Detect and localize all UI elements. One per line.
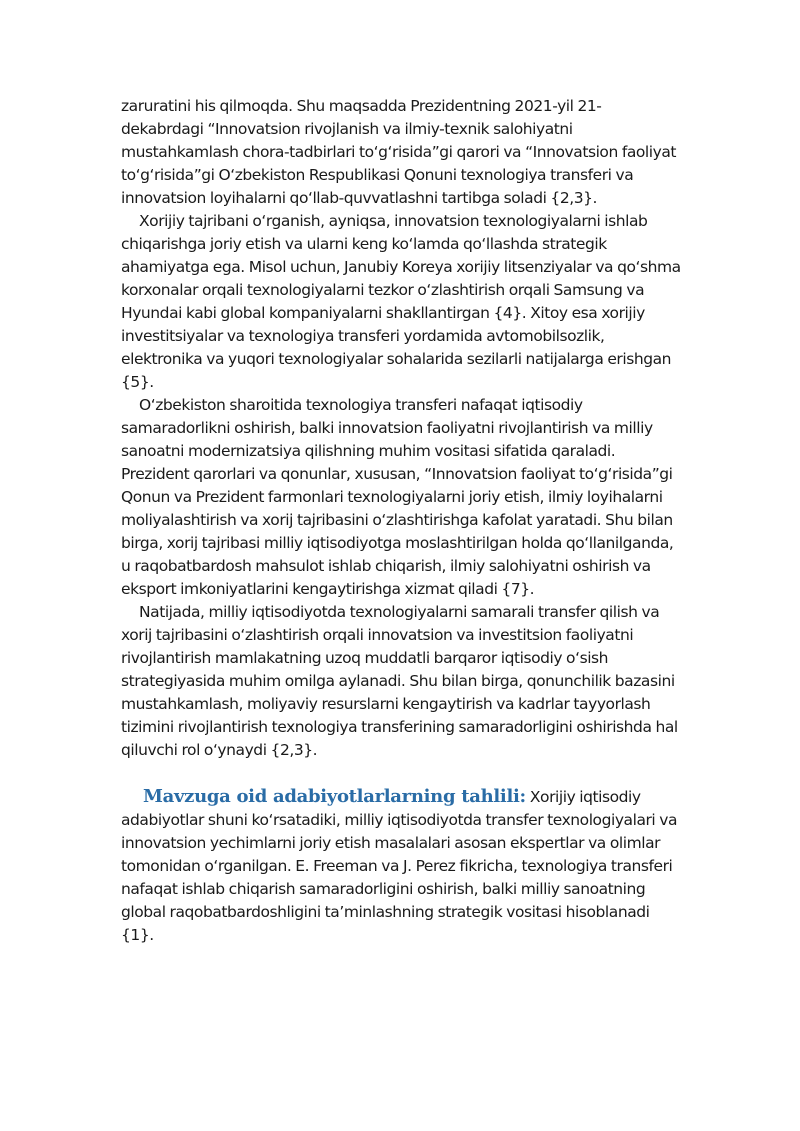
paragraph-foreign-experience: Xorijiy tajribani o‘rganish, ayniqsa, innovatsion texnologiyalarni ishlab chiqarishga joriy etish va ularni keng ko‘lamda qo‘llashda strategik ahamiyatga ega. Misol uchun, Janubiy Koreya xorijiy litsenziyalar va qo‘shma korxonalar orqali texnologiyalarni tezkor o‘zlashtirish orqali Samsung va Hyundai kabi global kompaniyalarni shakllantirgan {4}. Xitoy esa xorijiy investitsiyalar va texnologiya transferi yordamida avtomobilsozlik, elektronika va yuqori texnologiyalar sohalarida sezilarli natijalarga erishgan {5}. xyxy=(121,212,681,391)
paragraph-uzbekistan-conditions: O‘zbekiston sharoitida texnologiya transferi nafaqat iqtisodiy samaradorlikni oshirish, balki innovatsion faoliyatni rivojlantirish va milliy sanoatni modernizatsiya qilishning muhim vositasi sifatida qaraladi. Prezident qarorlari va qonunlar, xususan, “Innovatsion faoliyat to‘g‘risida”gi Qonun va Prezident farmonlari texnologiyalarni joriy etish, ilmiy loyihalarni moliyalashtirish va xorij tajribasini o‘zlashtirishga kafolat yaratadi. Shu bilan birga, xorij tajribasi milliy iqtisodiyotga moslashtirilgan holda qo‘llanilganda, u raqobatbardosh mahsulot ishlab chiqarish, ilmiy salohiyatni oshirish va eksport imkoniyatlarini kengaytirishga xizmat qiladi {7}. xyxy=(121,396,674,598)
section-body: Xorijiy iqtisodiy adabiyotlar shuni ko‘rsatadiki, milliy iqtisodiyotda transfer texnologiyalari va innovatsion yechimlarni joriy etish masalalari asosan ekspertlar va olimlar tomonidan o‘rganilgan. E. Freeman va J. Perez fikricha, texnologiya transferi nafaqat ishlab chiqarish samaradorligini oshirish, balki milliy sanoatning global raqobatbardoshligini ta’minlashning strategik vositasi hisoblanadi {1}. xyxy=(121,788,678,944)
paragraph-continuation: zaruratini his qilmoqda. Shu maqsadda Prezidentning 2021-yil 21-dekabrdagi “Innovatsion rivojlanish va ilmiy-texnik salohiyatni mustahkamlash chora-tadbirlari to‘g‘risida”gi qarori va “Innovatsion faoliyat to‘g‘risida”gi O‘zbekiston Respublikasi Qonuni texnologiya transferi va innovatsion loyihalarni qo‘llab-quvvatlashni tartibga soladi {2,3}. xyxy=(121,97,677,207)
document-text xyxy=(121,95,681,947)
literature-review-section xyxy=(121,785,681,947)
section-heading: Mavzuga oid adabiyotlarlarning tahlili: xyxy=(143,786,526,807)
paragraph-conclusion: Natijada, milliy iqtisodiyotda texnologiyalarni samarali transfer qilish va xorij tajribasini o‘zlashtirish orqali innovatsion va investitsion faoliyatni rivojlantirish mamlakatning uzoq muddatli barqaror iqtisodiy o‘sish strategiyasida muhim omilga aylanadi. Shu bilan birga, qonunchilik bazasini mustahkamlash, moliyaviy resurslarni kengaytirish va kadrlar tayyorlash tizimini rivojlantirish texnologiya transferining samaradorligini oshirishda hal qiluvchi rol o‘ynaydi {2,3}. xyxy=(121,603,678,759)
